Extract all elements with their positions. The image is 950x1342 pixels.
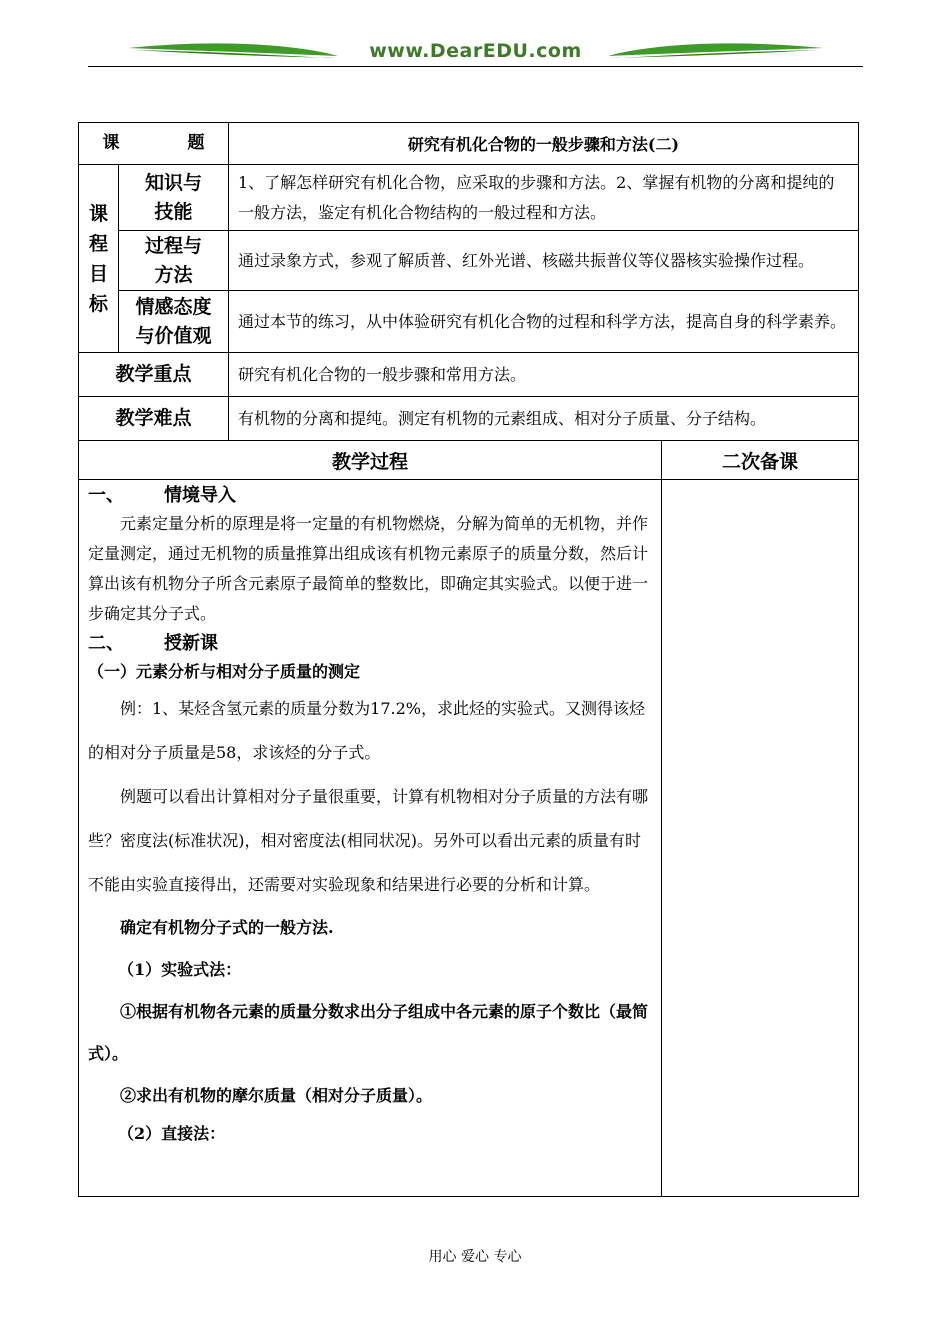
section-heading-intro: 一、 情境导入	[88, 485, 236, 506]
objective-label-knowledge: 知识与 技能	[119, 165, 229, 231]
objective-label-attitude: 情感态度 与价值观	[119, 291, 229, 353]
objective-process-text: 通过录象方式，参观了解质普、红外光谱、核磁共振普仪等仪器核实验操作过程。	[229, 231, 859, 291]
difficulty-label: 教学难点	[79, 397, 229, 441]
page-footer: 用心 爱心 专心	[428, 1249, 522, 1265]
subsection-heading: （一）元素分析与相对分子质量的测定	[88, 662, 361, 681]
objective-attitude-text: 通过本节的练习，从中体验研究有机化合物的过程和科学方法，提高自身的科学素养。	[229, 291, 859, 353]
process-table	[78, 440, 859, 1197]
key-point-text: 研究有机化合物的一般步骤和常用方法。	[229, 353, 859, 397]
topic-label: 课 题	[79, 123, 229, 165]
method2-heading: （2）直接法：	[118, 1124, 226, 1143]
intro-paragraph: 元素定量分析的原理是将一定量的有机物燃烧，分解为简单的无机物，并作定量测定，通过无机物的质量推算出组成该有机物元素原子的质量分数，然后计算出该有机物分子所含元素原子最简单的整数比，即确定其实验式。以便于进一步确定其分子式。	[88, 514, 649, 623]
site-url: www.DearEDU.com	[369, 40, 582, 62]
key-point-label: 教学重点	[79, 353, 229, 397]
method1-step1: ①根据有机物各元素的质量分数求出分子组成中各元素的原子个数比（最简式）。	[88, 1002, 649, 1063]
example-paragraph: 例：1、某烃含氢元素的质量分数为17.2%，求此烃的实验式。又测得该烃的相对分子质量是58，求该烃的分子式。	[88, 699, 646, 762]
objective-label-process: 过程与 方法	[119, 231, 229, 291]
revision-notes-cell	[662, 480, 859, 1197]
process-header: 教学过程	[79, 441, 662, 480]
method-title: 确定有机物分子式的一般方法.	[120, 918, 334, 937]
process-content	[79, 480, 662, 1197]
header-divider	[88, 66, 863, 67]
objective-knowledge-text: 1、了解怎样研究有机化合物，应采取的步骤和方法。2、掌握有机物的分离和提纯的一般方法，鉴定有机化合物结构的一般过程和方法。	[229, 165, 859, 231]
objectives-label: 课程目标	[79, 165, 119, 353]
topic-title: 研究有机化合物的一般步骤和方法(二)	[229, 123, 859, 165]
lesson-info-table	[78, 122, 859, 441]
method1-step2: ②求出有机物的摩尔质量（相对分子质量）。	[120, 1086, 433, 1105]
discussion-paragraph: 例题可以看出计算相对分子量很重要，计算有机物相对分子质量的方法有哪些？密度法(标准状况)，相对密度法(相同状况)。另外可以看出元素的质量有时不能由实验直接得出，还需要对实验现象和结果进行必要的分析和计算。	[88, 787, 649, 894]
section-heading-new-lesson: 二、 授新课	[88, 633, 218, 654]
site-header	[88, 38, 863, 68]
revision-header: 二次备课	[662, 441, 859, 480]
difficulty-text: 有机物的分离和提纯。测定有机物的元素组成、相对分子质量、分子结构。	[229, 397, 859, 441]
method1-heading: （1）实验式法：	[118, 960, 242, 979]
